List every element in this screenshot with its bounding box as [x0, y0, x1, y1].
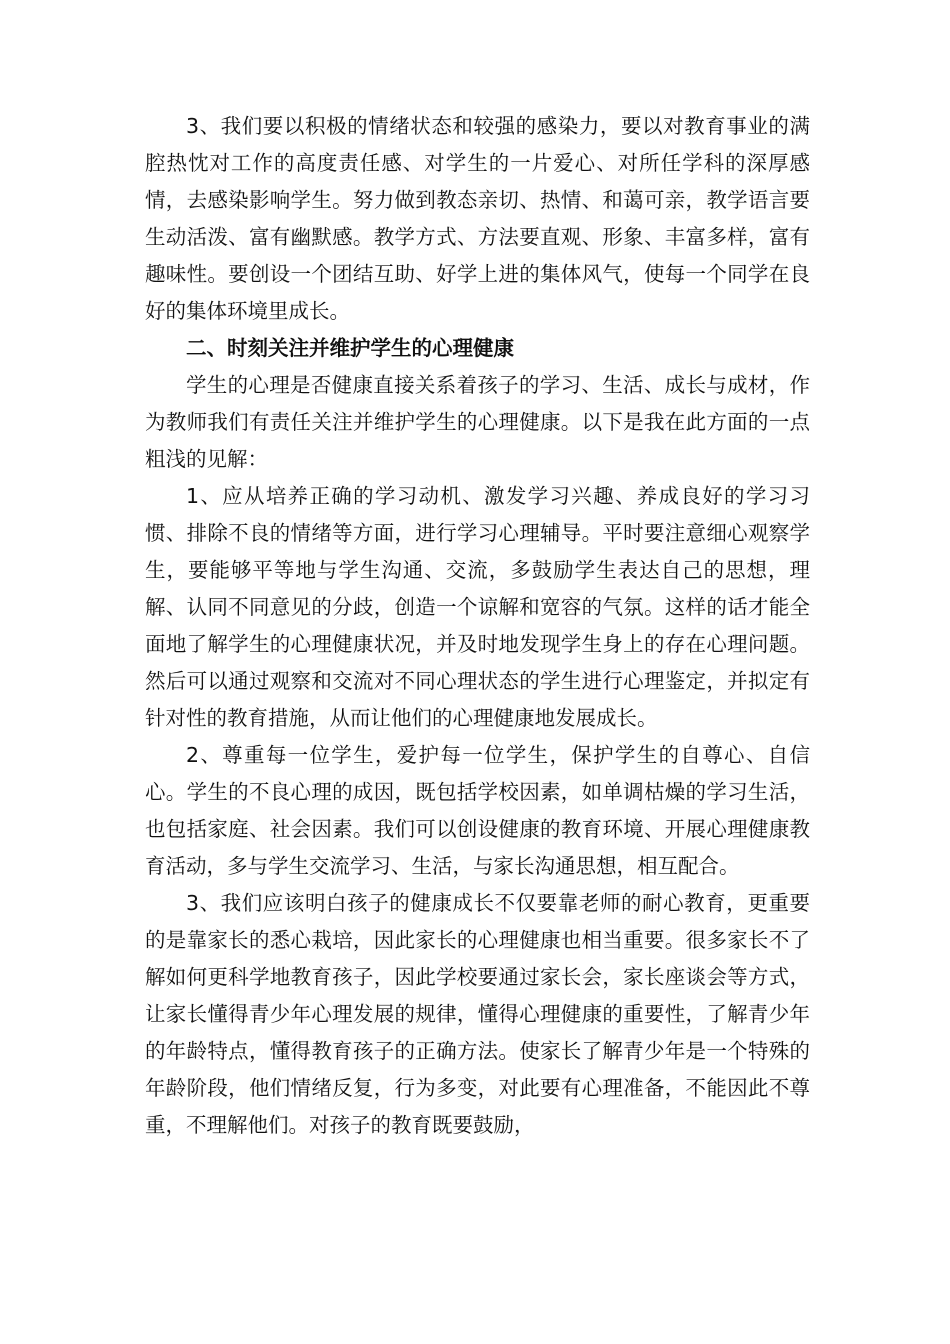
paragraph-point-3-parent-education: 3、我们应该明白孩子的健康成长不仅要靠老师的耐心教育，更重要的是靠家长的悉心栽培，因此家长的心理健康也相当重要。很多家长不了解如何更科学地教育孩子，因此学校要通过家长会，家长座谈会等方式，让家长懂得青少年心理发展的规律，懂得心理健康的重要性，了解青少年的年龄特点，懂得教育孩子的正确方法。使家长了解青少年是一个特殊的年龄阶段，他们情绪反复，行为多变，对此要有心理准备，不能因此不尊重，不理解他们。对孩子的教育既要鼓励，	[145, 891, 810, 1137]
paragraph-point-1-learning-guidance: 1、应从培养正确的学习动机、激发学习兴趣、养成良好的学习习惯、排除不良的情绪等方面，进行学习心理辅导。平时要注意细心观察学生，要能够平等地与学生沟通、交流，多鼓励学生表达自己的思想，理解、认同不同意见的分歧，创造一个谅解和宽容的气氛。这样的话才能全面地了解学生的心理健康状况，并及时地发现学生身上的存在心理问题。然后可以通过观察和交流对不同心理状态的学生进行心理鉴定，并拟定有针对性的教育措施，从而让他们的心理健康地发展成长。	[145, 484, 810, 730]
document-body	[145, 108, 810, 1144]
paragraph-point-3-teaching-attitude: 3、我们要以积极的情绪状态和较强的感染力，要以对教育事业的满腔热忱对工作的高度责任感、对学生的一片爱心、对所任学科的深厚感情，去感染影响学生。努力做到教态亲切、热情、和蔼可亲，教学语言要生动活泼、富有幽默感。教学方式、方法要直观、形象、丰富多样，富有趣味性。要创设一个团结互助、好学上进的集体风气，使每一个同学在良好的集体环境里成长。	[145, 114, 810, 323]
paragraph-point-2-respect-students: 2、尊重每一位学生，爱护每一位学生，保护学生的自尊心、自信心。学生的不良心理的成因，既包括学校因素，如单调枯燥的学习生活，也包括家庭、社会因素。我们可以创设健康的教育环境、开展心理健康教育活动，多与学生交流学习、生活，与家长沟通思想，相互配合。	[145, 743, 810, 878]
paragraph-section-2-intro: 学生的心理是否健康直接关系着孩子的学习、生活、成长与成材，作为教师我们有责任关注并维护学生的心理健康。以下是我在此方面的一点粗浅的见解：	[145, 373, 810, 471]
section-heading-2: 二、时刻关注并维护学生的心理健康	[186, 336, 514, 360]
